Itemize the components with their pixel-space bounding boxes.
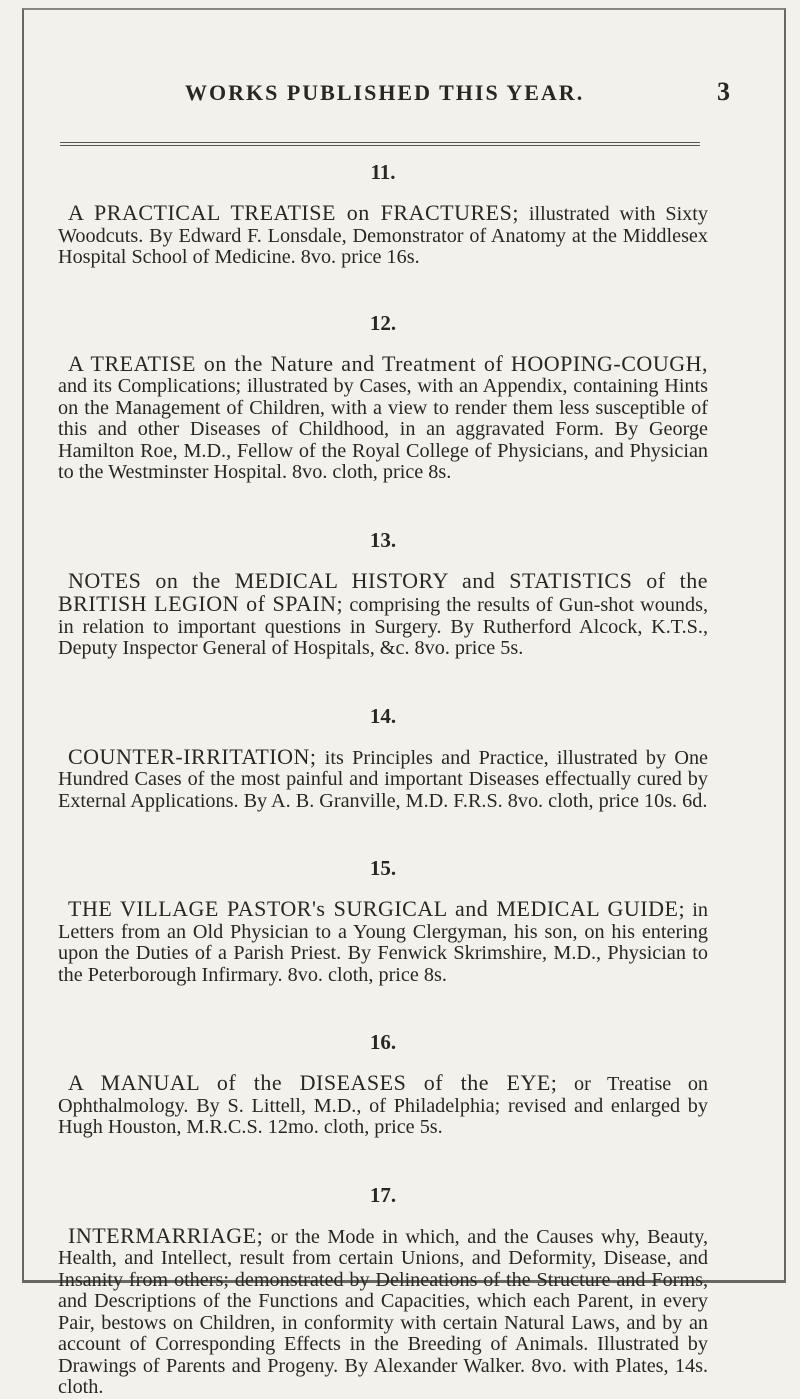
- entry-text: [58, 898, 708, 986]
- entry-body: in Letters from an Old Physician to a Young Clergyman, his son, on his entering upon the Duties of a Parish Priest. By Fenwick Skrimshire, M.D., Physician to the Peterborough Infirmary. 8vo. cloth, price 8s.: [58, 899, 708, 986]
- entry-title: INTERMARRIAGE;: [68, 1222, 264, 1248]
- catalogue-entry: [58, 1030, 708, 1139]
- entry-number: 16.: [369, 1030, 397, 1054]
- catalogue-entry: [58, 704, 708, 813]
- catalogue-entry: [58, 528, 708, 660]
- running-title: WORKS PUBLISHED THIS YEAR.: [185, 80, 585, 105]
- catalogue-entry: [58, 311, 708, 484]
- entry-title: A MANUAL of the DISEASES of the EYE;: [68, 1070, 558, 1095]
- entry-body: illustrated with Sixty Woodcuts. By Edward F. Lonsdale, Demonstrator of Anatomy at the Middlesex Hospital School of Medicine. 8vo. price 16s.: [58, 203, 708, 268]
- catalogue-entries: [58, 160, 708, 1399]
- entry-body: or the Mode in which, and the Causes why, Beauty, Health, and Intellect, result from certain Unions, and Deformity, Disease, and Insanity from others; demonstrated by Delineations of the Structure and Forms, and Descriptions of the Functions and Capacities, which each Parent, in every Pair, bestows on Children, in conformity with certain Natural Laws, and by an account of Corresponding Effects in the Breeding of Animals. Illustrated by Drawings of Parents and Progeny. By Alexander Walker. 8vo. with Plates, 14s. cloth.: [58, 1225, 708, 1398]
- entry-text: [58, 1222, 708, 1399]
- entry-text: [58, 202, 708, 269]
- entry-body: its Principles and Practice, illustrated by One Hundred Cases of the most painful and important Diseases effectually cured by External Applications. By A. B. Granville, M.D. F.R.S. 8vo. cloth, price 10s. 6d.: [58, 746, 708, 812]
- entry-title: COUNTER-IRRITATION;: [68, 743, 317, 769]
- entry-number: 15.: [369, 856, 397, 880]
- page-number: 3: [717, 77, 730, 106]
- entry-number: 17.: [369, 1182, 397, 1207]
- entry-number: 11.: [370, 160, 396, 184]
- entry-title: A PRACTICAL TREATISE on FRACTURES;: [68, 200, 519, 225]
- entry-title: A TREATISE on the Nature and Treatment of HOOPING-COUGH,: [68, 350, 708, 376]
- catalogue-entry: [58, 160, 708, 269]
- entry-title: THE VILLAGE PASTOR's SURGICAL and MEDICAL GUIDE;: [68, 896, 686, 921]
- catalogue-entry: [58, 1183, 708, 1399]
- header-rule: [60, 142, 700, 146]
- entry-body: or Treatise on Ophthalmology. By S. Littell, M.D., of Philadelphia; revised and enlarged by Hugh Houston, M.R.C.S. 12mo. cloth, price 5s.: [58, 1073, 709, 1138]
- page-header: [0, 60, 800, 106]
- entry-title: NOTES on the MEDICAL HISTORY and STATISTICS of the BRITISH LEGION of SPAIN;: [58, 567, 708, 616]
- entry-text: [58, 1072, 708, 1139]
- entry-number: 13.: [369, 527, 397, 552]
- catalogue-entry: [58, 856, 708, 986]
- entry-number: 14.: [369, 703, 397, 728]
- entry-text: [58, 743, 708, 813]
- entry-body: and its Complications; illustrated by Cases, with an Appendix, containing Hints on the Management of Children, with a view to render them less susceptible of this and other Diseases of Childhood, in an aggravated Form. By George Hamilton Roe, M.D., Fellow of the Royal College of Physicians, and Physician to the Westminster Hospital. 8vo. cloth, price 8s.: [58, 375, 708, 483]
- entry-text: [58, 350, 708, 484]
- entry-text: [58, 567, 709, 660]
- entry-number: 12.: [369, 310, 397, 335]
- entry-body: comprising the results of Gun-shot wounds, in relation to important questions in Surgery. By Rutherford Alcock, K.T.S., Deputy Inspector General of Hospitals, &c. 8vo. price 5s.: [58, 594, 709, 659]
